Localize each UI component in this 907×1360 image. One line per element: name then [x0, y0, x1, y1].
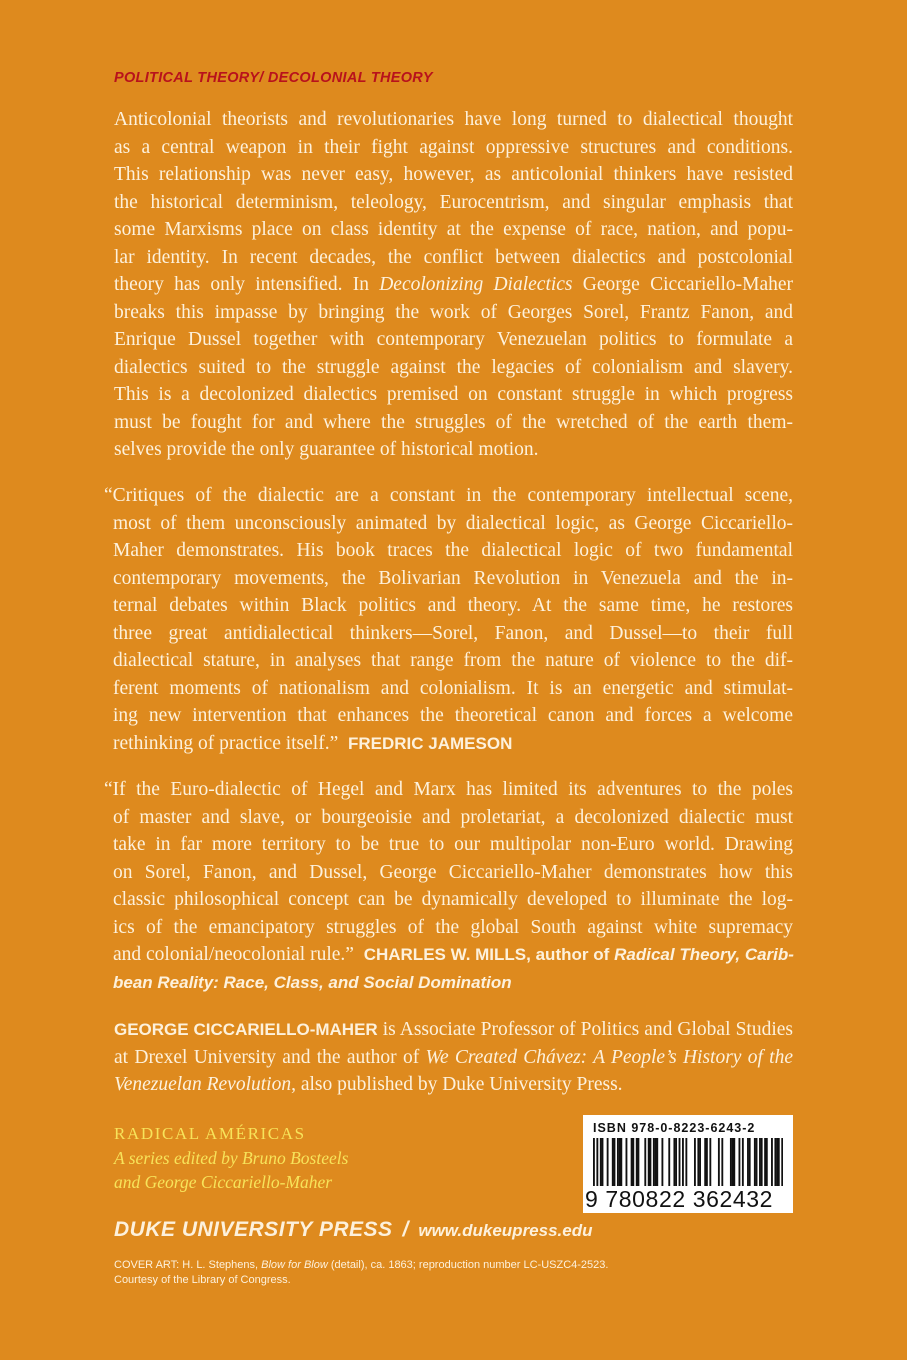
text-line: rethinking of practice itself.” FREDRIC JAMESON [113, 732, 513, 754]
barcode-bar [636, 1138, 638, 1186]
text-line: Anticolonial theorists and revolutionaries have long turned to dialectical thought [114, 109, 793, 130]
credit-line: COVER ART: H. L. Stephens, Blow for Blow (detail), ca. 1863; reproduction number LC-USZC4-2523. [114, 1259, 609, 1271]
series-editors: A series edited by Bruno Bosteels [114, 1148, 349, 1168]
text-line: as a central weapon in their fight against oppressive structures and conditions. [114, 136, 793, 158]
barcode-bar [593, 1138, 595, 1186]
barcode-bar [756, 1138, 758, 1186]
text-line: at Drexel University and the author of We Created Chávez: A People’s History of the [114, 1046, 794, 1068]
endorser-book: Radical Theory, Carib- [614, 945, 794, 964]
endorser-name: FREDRIC JAMESON [348, 733, 513, 753]
barcode-bar [668, 1138, 670, 1186]
barcode-bar [709, 1138, 711, 1186]
text-line: This relationship was never easy, however, as anticolonial thinkers have resisted [114, 164, 793, 185]
isbn-barcode [583, 1115, 793, 1213]
barcode-bar [739, 1138, 741, 1186]
barcode-bar [675, 1138, 677, 1186]
credit-line: Courtesy of the Library of Congress. [114, 1274, 291, 1286]
barcode-bar [600, 1138, 602, 1186]
text-line: lar identity. In recent decades, the conflict between dialectics and postcolonial [114, 246, 793, 268]
barcode-bar [776, 1138, 778, 1186]
barcode-bars [593, 1138, 783, 1188]
barcode-bar [774, 1138, 776, 1186]
text-line: ics of the emancipatory struggles of the global South against white supremacy [113, 916, 793, 938]
barcode-bar [747, 1138, 749, 1186]
author-bio [114, 1016, 793, 1099]
publisher-url[interactable]: www.dukeupress.edu [418, 1221, 593, 1240]
barcode-bar [631, 1138, 633, 1186]
barcode-bar [742, 1138, 744, 1186]
endorser-name: CHARLES W. MILLS [363, 945, 527, 964]
barcode-bar [718, 1138, 720, 1186]
barcode-bar [778, 1138, 780, 1186]
text-line: GEORGE CICCARIELLO-MAHER is Associate Professor of Politics and Global Studies [114, 1019, 793, 1040]
text-line: “If the Euro-dialectic of Hegel and Marx has limited its adventures to the poles [104, 779, 793, 800]
barcode-bar [761, 1138, 763, 1186]
text-line: “Critiques of the dialectic are a constant in the contemporary intellectual scene, [104, 485, 793, 506]
category-label: POLITICAL THEORY/ DECOLONIAL THEORY [114, 70, 433, 86]
barcode-bar [704, 1138, 706, 1186]
series-name: RADICAL AMÉRICAS [114, 1124, 306, 1143]
barcode-bar [694, 1138, 696, 1186]
barcode-bar [685, 1138, 687, 1186]
text-line: ferent moments of nationalism and colonialism. It is an energetic and stimulat- [113, 677, 793, 699]
barcode-bar [679, 1138, 681, 1186]
barcode-bar [764, 1138, 766, 1186]
text-line: classic philosophical concept can be dynamically developed to illuminate the log- [113, 889, 793, 910]
text-line: Enrique Dussel together with contemporary Venezuelan politics to formulate a [114, 329, 793, 350]
text-line: dialectics suited to the struggle against the legacies of colonialism and slavery. [114, 356, 793, 378]
barcode-bar [655, 1138, 657, 1186]
barcode-bar [648, 1138, 650, 1186]
book-title: Decolonizing Dialectics [379, 274, 573, 295]
text-line: theory has only intensified. In Decolonizing Dialectics George Ciccariello-Maher [114, 274, 794, 295]
barcode-bar [653, 1138, 655, 1186]
barcode-bar [649, 1138, 651, 1186]
barcode-bar [638, 1138, 640, 1186]
text-line: some Marxisms place on class identity at the expense of race, nation, and popu- [114, 219, 793, 240]
barcode-bar [781, 1138, 783, 1186]
text-line: take in far more territory to be true to our multipolar non-Euro world. Drawing [113, 834, 793, 855]
barcode-bar [732, 1138, 734, 1186]
isbn-label: ISBN 978-0-8223-6243-2 [593, 1121, 756, 1135]
series-editors: and George Ciccariello-Maher [114, 1172, 333, 1192]
text-line: on Sorel, Fanon, and Dussel, George Ciccariello-Maher demonstrates how this [113, 861, 793, 883]
barcode-bar [766, 1138, 768, 1186]
barcode-bar [706, 1138, 708, 1186]
barcode-bar [614, 1138, 616, 1186]
publisher-line: DUKE UNIVERSITY PRESS / www.dukeupress.edu [114, 1218, 593, 1241]
barcode-bar [730, 1138, 732, 1186]
barcode-bar [656, 1138, 658, 1186]
book-title: We Created Chávez: A People’s History of the [425, 1046, 794, 1068]
description-paragraph [114, 106, 793, 464]
endorsement-mills [104, 776, 793, 996]
barcode-bar [617, 1138, 619, 1186]
author-name: GEORGE CICCARIELLO-MAHER [114, 1020, 378, 1039]
isbn-digits: 9 780822 362432 [585, 1186, 774, 1212]
barcode-bar [699, 1138, 701, 1186]
text-line: contemporary movements, the Bolivarian Revolution in Venezuela and the in- [113, 567, 793, 589]
barcode-bar [697, 1138, 699, 1186]
barcode-bar [607, 1138, 609, 1186]
barcode-bar [733, 1138, 735, 1186]
barcode-bar [759, 1138, 761, 1186]
text-line [104, 969, 793, 997]
text-line: Venezuelan Revolution, also published by Duke University Press. [114, 1074, 623, 1095]
text-line: dialectical stature, in analyses that range from the nature of violence to the dif- [113, 650, 793, 671]
endorsement-jameson [104, 482, 793, 757]
barcode-bar [632, 1138, 634, 1186]
barcode-bar [596, 1138, 598, 1186]
text-line: most of them unconsciously animated by dialectical logic, as George Ciccariello- [113, 512, 793, 534]
text-line: and colonial/neocolonial rule.” CHARLES W. MILLS, author of Radical Theory, Carib- [113, 944, 794, 965]
barcode-bar [602, 1138, 604, 1186]
text-line: ing new intervention that enhances the theoretical canon and forces a welcome [113, 705, 793, 726]
text-line: Maher demonstrates. His book traces the dialectical logic of two fundamental [113, 540, 793, 561]
barcode-bar [661, 1138, 663, 1186]
text-line: This is a decolonized dialectics premised on constant struggle in which progress [114, 384, 793, 405]
barcode-bar [626, 1138, 628, 1186]
barcode-bar [619, 1138, 621, 1186]
barcode-bar [721, 1138, 723, 1186]
text-line: the historical determinism, teleology, Eurocentrism, and singular emphasis that [114, 191, 793, 213]
text-line: ternal debates within Black politics and theory. At the same time, he restores [113, 595, 793, 616]
barcode-bar [644, 1138, 646, 1186]
text-line: must be fought for and where the struggles of the wretched of the earth them- [114, 411, 793, 433]
book-title: Venezuelan Revolution [114, 1074, 292, 1095]
text-line: three great antidialectical thinkers—Sorel, Fanon, and Dussel—to their full [113, 622, 793, 644]
barcode-bar [620, 1138, 622, 1186]
barcode-bar [771, 1138, 773, 1186]
barcode-bar [612, 1138, 614, 1186]
barcode-bar [754, 1138, 756, 1186]
barcode-bar [682, 1138, 684, 1186]
series-info [114, 1122, 348, 1194]
barcode-bar [749, 1138, 751, 1186]
text-line: of master and slave, or bourgeoisie and proletariat, a decolonized dialectic must [113, 806, 793, 828]
barcode-bar [673, 1138, 675, 1186]
text-line: breaks this impasse by bringing the work of Georges Sorel, Frantz Fanon, and [114, 301, 793, 323]
publisher-name: DUKE UNIVERSITY PRESS [114, 1218, 393, 1241]
endorser-book: bean Reality: Race, Class, and Social Domination [113, 972, 512, 992]
text-line: selves provide the only guarantee of historical motion. [114, 439, 539, 460]
cover-art-credit [114, 1258, 608, 1288]
